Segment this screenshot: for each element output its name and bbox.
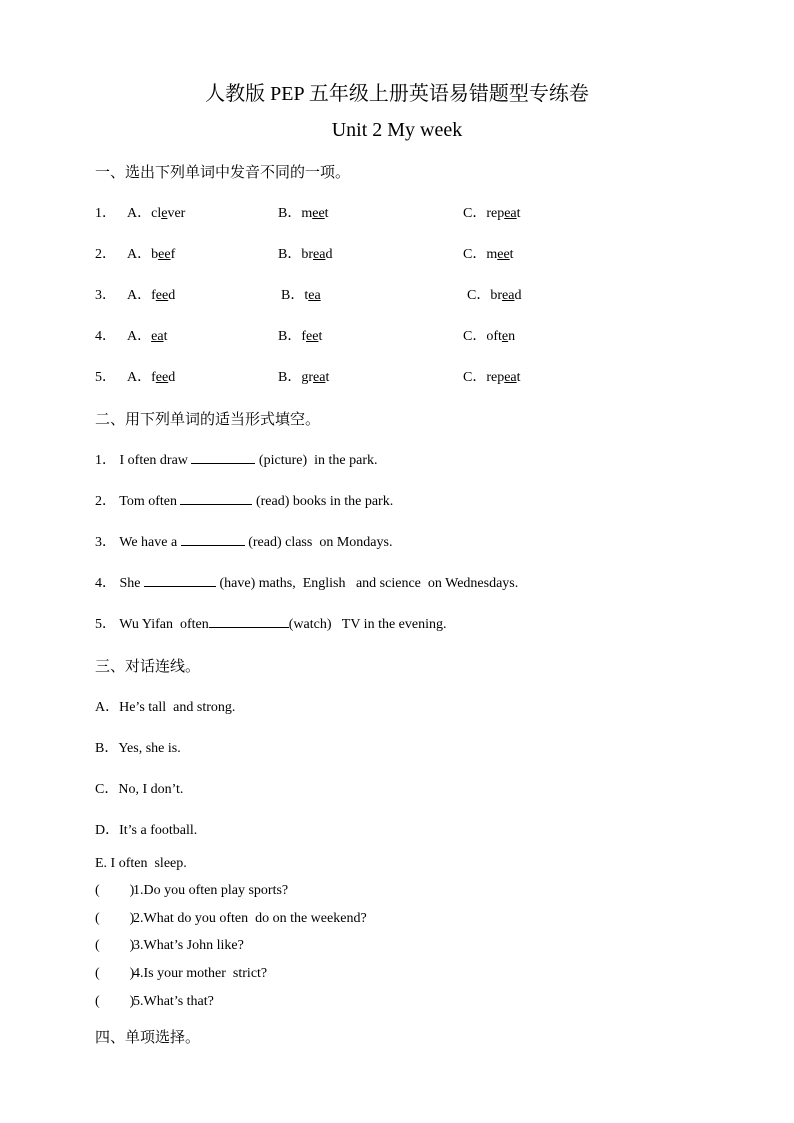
matching-question: ( )4.Is your mother strict? <box>95 966 268 981</box>
answer-option: A．He’s tall and strong. <box>95 700 236 715</box>
item-number: 2． <box>95 247 116 262</box>
option-c: C．repeat <box>463 370 521 385</box>
pronunciation-item <box>95 202 715 222</box>
page-title: 人教版 PEP 五年级上册英语易错题型专练卷 <box>205 83 589 105</box>
answer-option: B．Yes, she is. <box>95 741 181 756</box>
answer-blank[interactable] <box>209 615 289 628</box>
answer-bracket[interactable]: ( ) <box>95 883 135 898</box>
section-4-heading: 四、单项选择。 <box>95 1028 201 1046</box>
pronunciation-item <box>95 325 715 345</box>
option-b: B．bread <box>278 247 333 262</box>
answer-blank[interactable] <box>191 451 255 464</box>
matching-question: ( )2.What do you often do on the weekend? <box>95 911 367 926</box>
fill-blank-item: 4． She (have) maths, English and science on Wednesdays. <box>95 576 519 591</box>
option-b: B．feet <box>278 329 323 344</box>
option-a: A．eat <box>127 329 168 344</box>
answer-blank[interactable] <box>180 492 252 505</box>
answer-bracket[interactable]: ( ) <box>95 994 135 1009</box>
item-number: 5． <box>95 370 116 385</box>
option-c: C．bread <box>467 288 522 303</box>
item-number: 4． <box>95 329 116 344</box>
item-number: 1． <box>95 206 116 221</box>
answer-blank[interactable] <box>181 533 245 546</box>
fill-blank-item: 2． Tom often (read) books in the park. <box>95 494 394 509</box>
option-c: C．meet <box>463 247 514 262</box>
pronunciation-item <box>95 243 715 263</box>
fill-blank-item: 1． I often draw (picture) in the park. <box>95 453 378 468</box>
section-1-heading: 一、选出下列单词中发音不同的一项。 <box>95 163 351 181</box>
option-b: B．great <box>278 370 330 385</box>
answer-bracket[interactable]: ( ) <box>95 938 135 953</box>
page-subtitle: Unit 2 My week <box>331 119 463 141</box>
option-c: C．repeat <box>463 206 521 221</box>
option-a: A．clever <box>127 206 186 221</box>
answer-bracket[interactable]: ( ) <box>95 911 135 926</box>
fill-blank-item: 3． We have a (read) class on Mondays. <box>95 535 393 550</box>
option-a: A．feed <box>127 288 176 303</box>
option-c: C．often <box>463 329 516 344</box>
pronunciation-item <box>95 366 715 386</box>
answer-option: C．No, I don’t. <box>95 782 184 797</box>
item-number: 3． <box>95 288 116 303</box>
option-a: A．beef <box>127 247 176 262</box>
section-2-heading: 二、用下列单词的适当形式填空。 <box>95 410 321 428</box>
option-a: A．feed <box>127 370 176 385</box>
answer-option: E. I often sleep. <box>95 856 187 871</box>
fill-blank-item: 5． Wu Yifan often (watch) TV in the evening. <box>95 617 447 632</box>
option-b: B．meet <box>278 206 329 221</box>
section-3-heading: 三、对话连线。 <box>95 657 201 675</box>
matching-question: ( )1.Do you often play sports? <box>95 883 289 898</box>
answer-blank[interactable] <box>144 574 216 587</box>
pronunciation-item <box>95 284 715 304</box>
answer-bracket[interactable]: ( ) <box>95 966 135 981</box>
option-b: B．tea <box>281 288 321 303</box>
answer-option: D．It’s a football. <box>95 823 198 838</box>
matching-question: ( )5.What’s that? <box>95 994 214 1009</box>
matching-question: ( )3.What’s John like? <box>95 938 244 953</box>
